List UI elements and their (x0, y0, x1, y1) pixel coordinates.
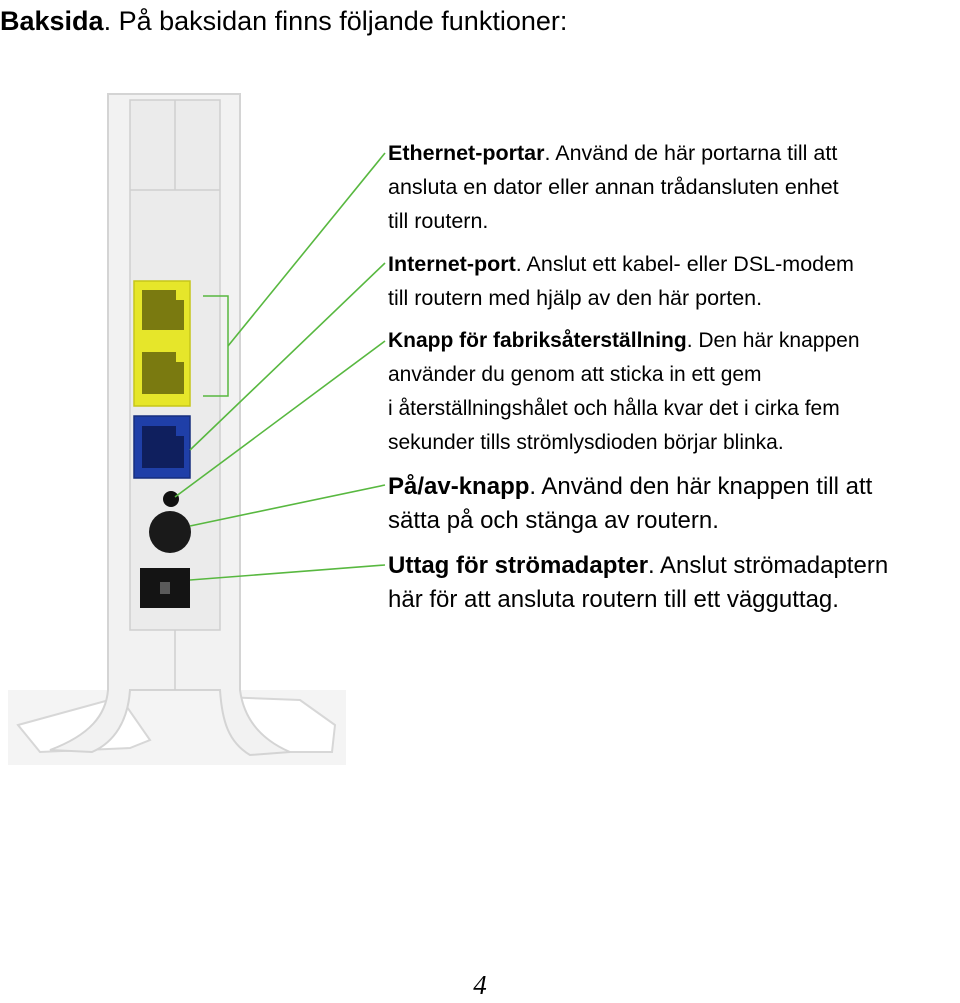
reset-hole (163, 491, 179, 507)
callout-line: . Anslut ett kabel- eller DSL-modem (515, 252, 854, 276)
leader-line-ethernet (228, 153, 385, 346)
callout-line: . Använd den här knappen till att (529, 473, 873, 500)
callout-line: . Anslut strömadaptern (648, 552, 889, 579)
callout-term: Ethernet-portar (388, 141, 545, 165)
callout-power-adapter (388, 549, 960, 617)
callout-line: ansluta en dator eller annan trådansluten enhet (388, 175, 839, 199)
page-number: 4 (473, 970, 487, 1000)
callout-line: . Använd de här portarna till att (544, 141, 838, 165)
callout-ethernet-ports (388, 136, 960, 238)
callout-line: använder du genom att sticka in ett gem (388, 363, 762, 386)
callout-line: i återställningshålet och hålla kvar det i cirka fem (388, 397, 840, 420)
callout-line: sätta på och stänga av routern. (388, 507, 719, 534)
callout-term: På/av-knapp (388, 473, 530, 500)
callout-line: här för att ansluta routern till ett vägguttag. (388, 586, 839, 613)
callout-term: Knapp för fabriksåterställning (388, 329, 687, 352)
callout-line: till routern med hjälp av den här porten. (388, 286, 763, 310)
power-jack-pin (160, 582, 170, 594)
power-button (149, 511, 191, 553)
callout-line: . Den här knappen (686, 329, 860, 352)
callout-line: till routern. (388, 209, 489, 233)
callout-term: Uttag för strömadapter (388, 552, 649, 579)
callout-power-button (388, 470, 960, 538)
callout-internet-port (388, 247, 960, 315)
callout-term: Internet-port (388, 252, 516, 276)
heading-text: . På baksidan finns följande funktioner: (103, 6, 568, 36)
heading-title: Baksida (0, 6, 104, 36)
callout-reset-button (388, 324, 960, 460)
callout-line: sekunder tills strömlysdioden börjar blinka. (388, 431, 784, 454)
